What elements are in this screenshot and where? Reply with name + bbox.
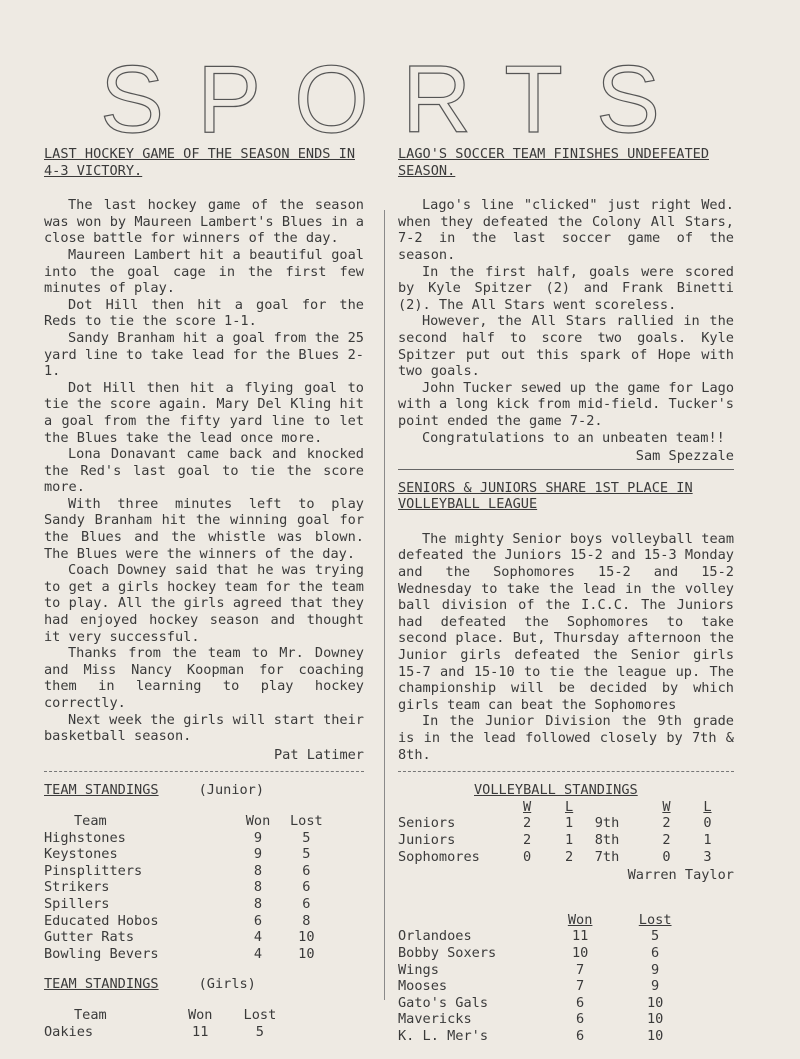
standings-subtitle: (Junior) <box>198 782 265 799</box>
masthead-letter: O <box>294 46 369 153</box>
table-cell: 0 <box>523 848 532 865</box>
table-cell: 1 <box>565 815 574 832</box>
column-header: Team <box>74 812 107 829</box>
article-paragraph: The last hockey game of the season was won by Maureen Lambert's Blues in a close battle for winners of the day. <box>44 197 364 247</box>
table-cell: Oakies <box>44 1023 94 1040</box>
table-cell: 10 <box>646 1011 664 1028</box>
standings-table <box>398 799 728 865</box>
table-row <box>398 1011 698 1028</box>
table-cell: 6 <box>302 862 311 879</box>
table-cell: Sophomores <box>398 848 480 865</box>
table-row <box>44 830 334 847</box>
table-cell: Mooses <box>398 978 448 995</box>
table-cell: 7 <box>576 961 585 978</box>
table-row <box>44 1024 294 1041</box>
table-row <box>44 863 334 880</box>
article-paragraph: The mighty Senior boys volleyball team defeated the Juniors 15-2 and 15-3 Monday and the Sophomores 15-2 and 15-2 Wednesday to take the lead in the volley ball division of the I.C.C. The Juniors had defeated the Sophomores to take second place. But, Thursday afternoon the Junior girls defeated the Senior girls 15-7 and 15-10 to tie the league up. The championship will be decided by which girls team can beat the Sophomores <box>398 530 734 713</box>
column-header: L <box>565 798 574 815</box>
table-row <box>44 929 334 946</box>
article-paragraph: Coach Downey said that he was trying to get a girls hockey team for the team to play. All the girls agreed that they had enjoyed hockey season and thought it very successful. <box>44 562 364 645</box>
table-cell: 6 <box>651 944 660 961</box>
table-cell: 6 <box>576 994 585 1011</box>
table-cell: 7th <box>594 848 620 865</box>
table-cell: Spillers <box>44 895 110 912</box>
volleyball-standings <box>398 782 734 884</box>
table-cell: 1 <box>703 831 712 848</box>
article-paragraph: Congratulations to an unbeaten team!! <box>422 429 725 446</box>
table-cell: 4 <box>253 929 263 946</box>
table-cell: Pinsplitters <box>44 862 143 879</box>
standings-title: VOLLEYBALL STANDINGS <box>474 782 638 799</box>
table-cell: 8 <box>253 895 263 912</box>
article-paragraph: John Tucker sewed up the game for Lago with a long kick from mid-field. Tucker's point ended the game 7-2. <box>398 379 734 429</box>
table-row <box>398 945 698 962</box>
article-paragraph: Sandy Branham hit a goal from the 25 yard line to take lead for the Blues 2-1. <box>44 329 364 380</box>
table-row <box>398 928 698 945</box>
table-cell: 9 <box>651 978 660 995</box>
article-paragraph: Next week the girls will start their basketball season. <box>44 711 364 745</box>
table-cell: 6 <box>576 1027 585 1044</box>
standings-table <box>398 912 698 1045</box>
masthead-letter: T <box>504 46 563 153</box>
table-cell: 10 <box>571 944 589 961</box>
column-header: W <box>523 798 532 815</box>
section-divider <box>398 469 734 470</box>
masthead-letter: S <box>100 46 165 153</box>
hockey-headline: LAST HOCKEY GAME OF THE SEASON ENDS IN <box>44 146 355 162</box>
table-cell: 11 <box>192 1023 209 1040</box>
table-cell: 8 <box>253 879 263 896</box>
table-cell: Mavericks <box>398 1011 472 1028</box>
article-paragraph: With three minutes left to play Sandy Branham hit the winning goal for the Blues and the whistle was blown. The Blues were the winners of the day. <box>44 495 364 562</box>
table-row <box>398 1028 698 1045</box>
table-cell: Bowling Bevers <box>44 945 159 962</box>
volleyball-headline-line2: VOLLEYBALL LEAGUE <box>398 496 538 513</box>
table-row <box>44 913 334 930</box>
table-cell: 8 <box>302 912 311 929</box>
table-cell: Wings <box>398 961 439 978</box>
column-header <box>398 912 548 929</box>
table-row <box>44 896 334 913</box>
table-cell: 0 <box>703 815 712 832</box>
table-row <box>44 846 334 863</box>
table-cell: 6 <box>576 1011 585 1028</box>
table-cell: 5 <box>302 829 311 846</box>
standings-title: TEAM STANDINGS <box>44 976 159 993</box>
table-row <box>398 849 728 866</box>
soccer-headline-line2: SEASON. <box>398 162 456 179</box>
table-cell: 9 <box>253 829 263 846</box>
soccer-article <box>398 146 734 465</box>
column-header: Lost <box>243 1006 277 1023</box>
hockey-article <box>44 146 364 763</box>
column-divider <box>384 210 385 1000</box>
bowling-standings <box>398 912 734 1045</box>
table-row <box>398 995 698 1012</box>
table-row <box>44 946 334 963</box>
masthead-letter: S <box>595 46 660 153</box>
table-cell: Seniors <box>398 815 456 832</box>
table-cell: 2 <box>523 831 532 848</box>
table-cell: 7 <box>576 978 585 995</box>
table-cell: K. L. Mer's <box>398 1027 489 1044</box>
hockey-headline-line2: 4-3 VICTORY. <box>44 162 143 179</box>
left-column <box>44 146 364 1040</box>
table-cell: 2 <box>662 815 671 832</box>
girls-standings <box>44 976 364 1040</box>
table-cell: 1 <box>565 831 574 848</box>
table-cell: Bobby Soxers <box>398 944 497 961</box>
table-cell: 5 <box>302 846 311 863</box>
standings-subtitle: (Girls) <box>198 976 256 993</box>
table-cell: 0 <box>662 848 671 865</box>
standings-table <box>44 1007 294 1040</box>
column-header: Lost <box>289 812 323 829</box>
byline: Warren Taylor <box>627 867 734 884</box>
right-column <box>398 146 734 1045</box>
table-cell: 9 <box>253 846 263 863</box>
table-cell: 8 <box>253 862 263 879</box>
table-cell: 10 <box>646 1027 664 1044</box>
article-paragraph: In the first half, goals were scored by Kyle Spitzer (2) and Frank Binetti (2). The All Stars went scoreless. <box>398 263 734 313</box>
section-divider <box>44 771 364 772</box>
table-cell: 5 <box>255 1023 264 1040</box>
volleyball-article <box>398 480 734 764</box>
table-row <box>398 832 728 849</box>
byline: Sam Spezzale <box>635 448 734 465</box>
article-paragraph: Lona Donavant came back and knocked the Red's last goal to tie the score more. <box>44 446 364 496</box>
table-cell: 4 <box>253 945 263 962</box>
article-paragraph: In the Junior Division the 9th grade is in the lead followed closely by 7th & 8th. <box>398 713 734 763</box>
masthead-letter: P <box>197 46 262 153</box>
table-cell: 2 <box>662 831 671 848</box>
column-header: Team <box>74 1006 107 1023</box>
table-cell: 8th <box>594 831 620 848</box>
masthead-letter: R <box>401 46 472 153</box>
table-row <box>398 815 728 832</box>
table-cell: Educated Hobos <box>44 912 159 929</box>
column-header: L <box>703 798 712 815</box>
table-cell: 5 <box>651 928 660 945</box>
table-cell: 6 <box>302 895 311 912</box>
table-cell: 2 <box>565 848 574 865</box>
table-cell: 9 <box>651 961 660 978</box>
junior-standings <box>44 782 364 962</box>
volleyball-headline: SENIORS & JUNIORS SHARE 1ST PLACE IN <box>398 479 693 496</box>
article-paragraph: Thanks from the team to Mr. Downey and Miss Nancy Koopman for coaching them in learning to play hockey correctly. <box>44 645 364 711</box>
table-cell: Orlandoes <box>398 928 472 945</box>
column-header <box>398 799 511 816</box>
article-paragraph: Dot Hill then hit a goal for the Reds to tie the score 1-1. <box>44 296 364 330</box>
table-row <box>44 879 334 896</box>
section-divider <box>398 771 734 772</box>
column-header: Won <box>245 812 271 829</box>
column-header <box>595 799 646 816</box>
table-cell: 6 <box>253 912 263 929</box>
article-paragraph: Dot Hill then hit a flying goal to tie the score again. Mary Del Kling hit a goal from the fifty yard line to let the Blues take the lead once more. <box>44 379 364 446</box>
table-cell: Gutter Rats <box>44 929 135 946</box>
table-cell: 10 <box>298 945 315 962</box>
article-paragraph: Lago's line "clicked" just right Wed. when they defeated the Colony All Stars, 7-2 in the last soccer game of the season. <box>398 197 734 263</box>
soccer-headline: LAGO'S SOCCER TEAM FINISHES UNDEFEATED <box>398 146 709 162</box>
column-header: Won <box>187 1006 213 1023</box>
table-cell: 9th <box>594 815 620 832</box>
column-header: Lost <box>638 911 672 928</box>
table-cell: Keystones <box>44 846 118 863</box>
article-paragraph: Maureen Lambert hit a beautiful goal into the goal cage in the first few minutes of play. <box>44 246 364 297</box>
column-header: W <box>662 798 671 815</box>
table-row <box>398 978 698 995</box>
table-cell: 11 <box>571 928 589 945</box>
table-cell: Juniors <box>398 831 456 848</box>
table-cell: 2 <box>523 815 532 832</box>
table-cell: 6 <box>302 879 311 896</box>
article-paragraph: However, the All Stars rallied in the second half to score two goals. Kyle Spitzer put out this spark of Hope with two goals. <box>398 313 734 380</box>
table-cell: Gato's Gals <box>398 994 489 1011</box>
sports-masthead <box>100 46 660 153</box>
table-cell: 10 <box>298 929 315 946</box>
column-header: Won <box>567 911 593 928</box>
standings-table <box>44 813 334 962</box>
table-cell: Highstones <box>44 829 126 846</box>
table-cell: 10 <box>646 994 664 1011</box>
byline: Pat Latimer <box>273 746 364 763</box>
table-row <box>398 962 698 979</box>
table-cell: 3 <box>703 848 712 865</box>
standings-title: TEAM STANDINGS <box>44 782 159 799</box>
table-cell: Strikers <box>44 879 110 896</box>
